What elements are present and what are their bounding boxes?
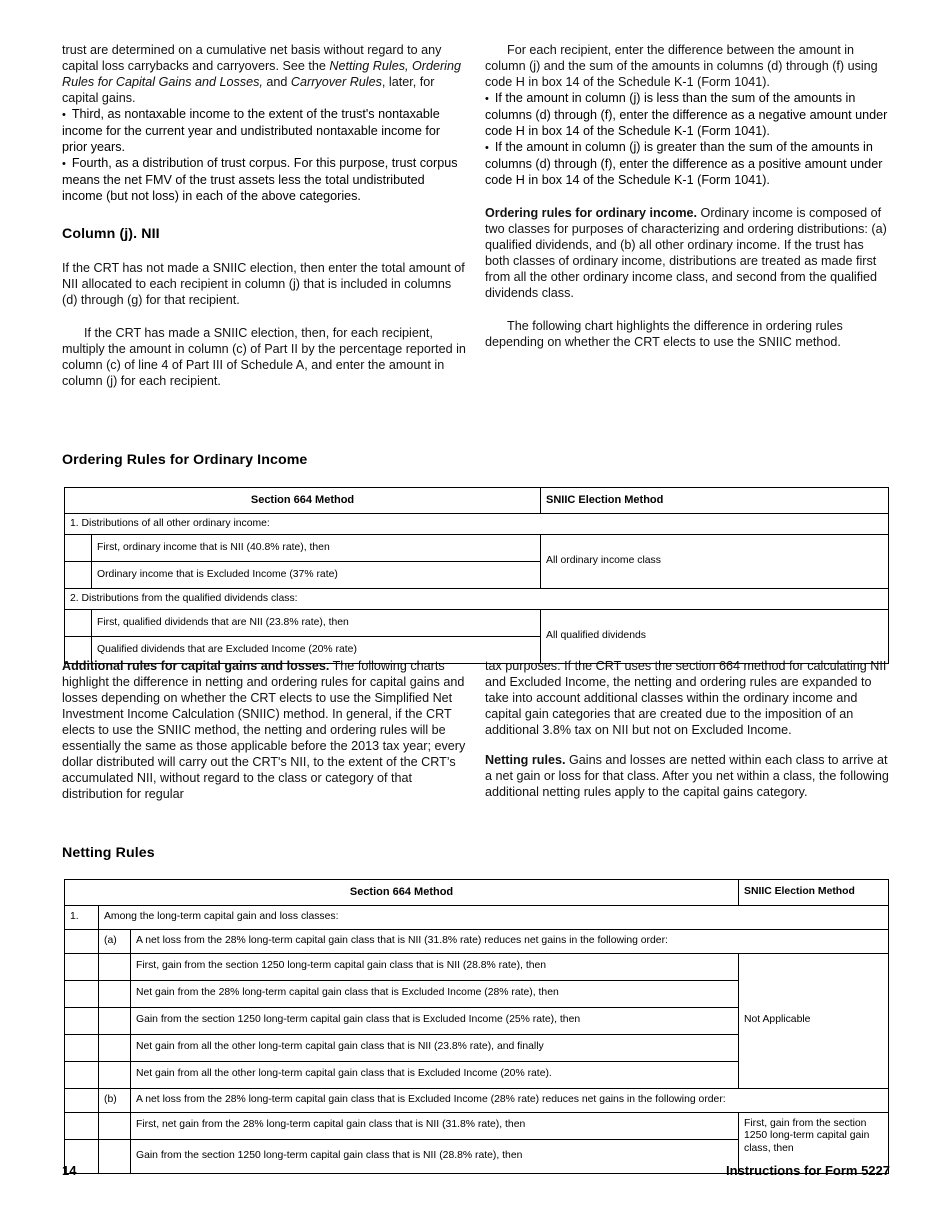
bullet-amount-less-than: • If the amount in column (j) is less than the sum of the amounts in columns (d) through (f), enter the difference as a negative amount under code H in box 14 of the Schedule K-1 (Form 1041). xyxy=(485,90,890,139)
ordering-header-sniic-election: SNIIC Election Method xyxy=(541,488,889,514)
paragraph-ordering-rules-ordinary-income xyxy=(485,205,890,301)
blank-cell xyxy=(65,1061,99,1088)
blank-cell xyxy=(99,1034,131,1061)
table-header-row xyxy=(65,488,889,514)
paragraph-tax-purposes-continuation: tax purposes. If the CRT uses the section 664 method for calculating NII and Excluded Income, the netting and ordering rules are expanded to take into account additional classes within the ordinary income and capital gain categories that are created due to the imposition of an additional 3.8% tax on NII but not on Excluded Income. xyxy=(485,659,887,737)
indent-cell xyxy=(65,535,92,562)
middle-left-text-column xyxy=(62,658,467,802)
blank-cell xyxy=(65,929,99,953)
blank-cell xyxy=(65,980,99,1007)
paragraph-additional-rules-capital-gains xyxy=(62,658,467,802)
ordering-group1-row-1: Ordinary income that is Excluded Income (37% rate) xyxy=(92,562,541,589)
netting-sub-a-row-2: Gain from the section 1250 long-term capital gain class that is Excluded Income (25% rate), then xyxy=(131,1007,739,1034)
netting-sub-b-row-1: Gain from the section 1250 long-term capital gain class that is NII (28.8% rate), then xyxy=(131,1139,739,1173)
blank-cell xyxy=(99,1061,131,1088)
blank-cell xyxy=(99,980,131,1007)
table-row-item-1 xyxy=(65,905,889,929)
paragraph-cumulative-net-basis xyxy=(62,42,467,106)
table-row-sub-a xyxy=(65,929,889,953)
netting-header-sniic-election: SNIIC Election Method xyxy=(739,880,889,906)
blank-cell xyxy=(99,953,131,980)
heading-netting-rules: Netting Rules xyxy=(62,845,155,861)
para1-part-a: trust are determined on a cumulative net basis without regard to any capital loss carrybacks and carryovers. See the xyxy=(62,43,442,73)
bullet-amount-greater-than: • If the amount in column (j) is greater than the sum of the amounts in columns (d) through (f), enter the difference as a positive amount under code H in box 14 of the Schedule K-1 (Form 1041). xyxy=(485,139,890,188)
blank-cell xyxy=(65,1088,99,1112)
netting-sub-b-sniic: First, gain from the section 1250 long-term capital gain class, then xyxy=(739,1112,889,1173)
blank-cell xyxy=(65,1034,99,1061)
left-text-column xyxy=(62,42,467,389)
blank-cell xyxy=(65,1112,99,1139)
ordering-rules-table-container xyxy=(64,487,889,664)
paragraph-made-sniic-election: If the CRT has made a SNIIC election, then, for each recipient, multiply the amount in column (c) of Part II by the percentage reported in column (c) of line 4 of Part III of Schedule A, and enter the amount in column (j) for each recipient. xyxy=(62,326,466,388)
blank-cell xyxy=(99,1112,131,1139)
paragraph-no-sniic-election: If the CRT has not made a SNIIC election, then enter the total amount of NII allocated to each recipient in column (j) that is included in columns (d) through (g) for that recipient. xyxy=(62,261,465,307)
netting-sub-b-row-0: First, net gain from the 28% long-term capital gain class that is NII (31.8% rate), then xyxy=(131,1112,739,1139)
table-row-sub-b xyxy=(65,1088,889,1112)
footer-document-title: Instructions for Form 5227 xyxy=(726,1163,890,1178)
ordering-rules-lead-in: Ordering rules for ordinary income. xyxy=(485,206,698,220)
netting-sub-a-sniic: Not Applicable xyxy=(739,953,889,1088)
netting-item-label: Among the long-term capital gain and loss classes: xyxy=(99,905,889,929)
right-text-column xyxy=(485,42,890,389)
heading-column-j-nii: Column (j). NII xyxy=(62,226,160,242)
para1-part-c: , later, for capital gains. xyxy=(62,75,435,105)
indent-cell xyxy=(65,610,92,637)
netting-sub-b-marker: (b) xyxy=(99,1088,131,1112)
footer-page-number: 14 xyxy=(62,1163,77,1178)
netting-sub-b-label: A net loss from the 28% long-term capital gain class that is Excluded Income (28% rate) reduces net gains in the following order: xyxy=(131,1088,889,1112)
netting-header-section-664: Section 664 Method xyxy=(65,880,739,906)
middle-right-text-column xyxy=(485,658,890,802)
additional-rules-body: The following charts highlight the difference in netting and ordering rules for capital gains and losses depending on whether the CRT elects to use the Simplified Net Investment Income Calculation (SNIIC) method. In general, if the CRT elects to use the SNIIC method, the netting and ordering rules will be essentially the same as those applicable before the 2013 tax year; every dollar distributed will carry out the CRT's NII, to the extent of the CRT’s accumulated NII, without regard to the class or category of that distribution for regular xyxy=(62,659,466,801)
heading-ordering-rules-for-ordinary-income: Ordering Rules for Ordinary Income xyxy=(62,452,308,468)
netting-sub-a-row-3: Net gain from all the other long-term capital gain class that is NII (23.8% rate), and finally xyxy=(131,1034,739,1061)
bullet-fourth: • Fourth, as a distribution of trust corpus. For this purpose, trust corpus means the net FMV of the trust assets less the total undistributed income (but not loss) in each of the above categories. xyxy=(62,155,467,204)
blank-cell xyxy=(65,953,99,980)
bullet-third: • Third, as nontaxable income to the extent of the trust's nontaxable income for the current year and undistributed nontaxable income for prior years. xyxy=(62,106,467,155)
additional-rules-lead-in: Additional rules for capital gains and losses. xyxy=(62,659,330,673)
blank-cell xyxy=(99,1007,131,1034)
ordering-header-section-664: Section 664 Method xyxy=(65,488,541,514)
top-two-column-body xyxy=(62,42,890,389)
para1-italic-netting-rules: Netting Rules, Ordering Rules for Capital Gains and Losses, xyxy=(62,59,461,89)
table-row-group1-label xyxy=(65,514,889,535)
ordering-group1-row-0: First, ordinary income that is NII (40.8% rate), then xyxy=(92,535,541,562)
ordering-group2-row-0: First, qualified dividends that are NII (23.8% rate), then xyxy=(92,610,541,637)
netting-sub-a-label: A net loss from the 28% long-term capital gain class that is NII (31.8% rate) reduces net gains in the following order: xyxy=(131,929,889,953)
netting-sub-a-row-1: Net gain from the 28% long-term capital gain class that is Excluded Income (28% rate), then xyxy=(131,980,739,1007)
netting-rules-lead-in: Netting rules. xyxy=(485,753,566,767)
table-row xyxy=(65,610,889,637)
table-row-group2-label xyxy=(65,589,889,610)
page-footer xyxy=(62,1163,890,1178)
ordering-group2-label: 2. Distributions from the qualified dividends class: xyxy=(65,589,889,610)
netting-sub-a-row-4: Net gain from all the other long-term capital gain class that is Excluded Income (20% rate). xyxy=(131,1061,739,1088)
netting-sub-a-row-0: First, gain from the section 1250 long-term capital gain class that is NII (28.8% rate), then xyxy=(131,953,739,980)
blank-cell xyxy=(65,1007,99,1034)
table-row xyxy=(65,953,889,980)
ordering-group1-sniic: All ordinary income class xyxy=(541,535,889,589)
right-bullet-list xyxy=(485,90,890,188)
para1-italic-carryover-rules: Carryover Rules xyxy=(290,75,382,89)
table-header-row xyxy=(65,880,889,906)
paragraph-following-chart-note: The following chart highlights the difference in ordering rules depending on whether the CRT elects to use the SNIIC method. xyxy=(485,319,843,349)
ordering-group1-label: 1. Distributions of all other ordinary income: xyxy=(65,514,889,535)
ordering-group2-row-1: Qualified dividends that are Excluded Income (20% rate) xyxy=(92,637,541,664)
table-row xyxy=(65,535,889,562)
indent-cell xyxy=(65,562,92,589)
netting-rules-table-container xyxy=(64,879,889,1174)
para1-part-b: and xyxy=(262,75,291,89)
ordering-group2-sniic: All qualified dividends xyxy=(541,610,889,664)
ordering-rules-body: Ordinary income is composed of two classes for purposes of characterizing and ordering distributions: (a) qualified dividends, and (b) all other ordinary income. If the trust has both classes of ordinary income, distributions are treated as made first from all the other ordinary income class, and second from the qualified dividends class. xyxy=(485,206,887,300)
paragraph-netting-rules xyxy=(485,752,890,800)
middle-two-column-body xyxy=(62,658,890,802)
table-row xyxy=(65,1112,889,1139)
netting-rules-table xyxy=(64,879,889,1174)
netting-rules-body: Gains and losses are netted within each class to arrive at a net gain or loss for that class. After you net within a class, the following additional netting rules apply to the capital gains category. xyxy=(485,753,889,799)
netting-sub-a-marker: (a) xyxy=(99,929,131,953)
paragraph-for-each-recipient: For each recipient, enter the difference between the amount in column (j) and the sum of the amounts in columns (d) through (f) using code H in box 14 of the Schedule K-1 (Form 1041). xyxy=(485,43,878,89)
left-bullet-list xyxy=(62,106,467,204)
netting-item-number: 1. xyxy=(65,905,99,929)
ordering-rules-table xyxy=(64,487,889,664)
